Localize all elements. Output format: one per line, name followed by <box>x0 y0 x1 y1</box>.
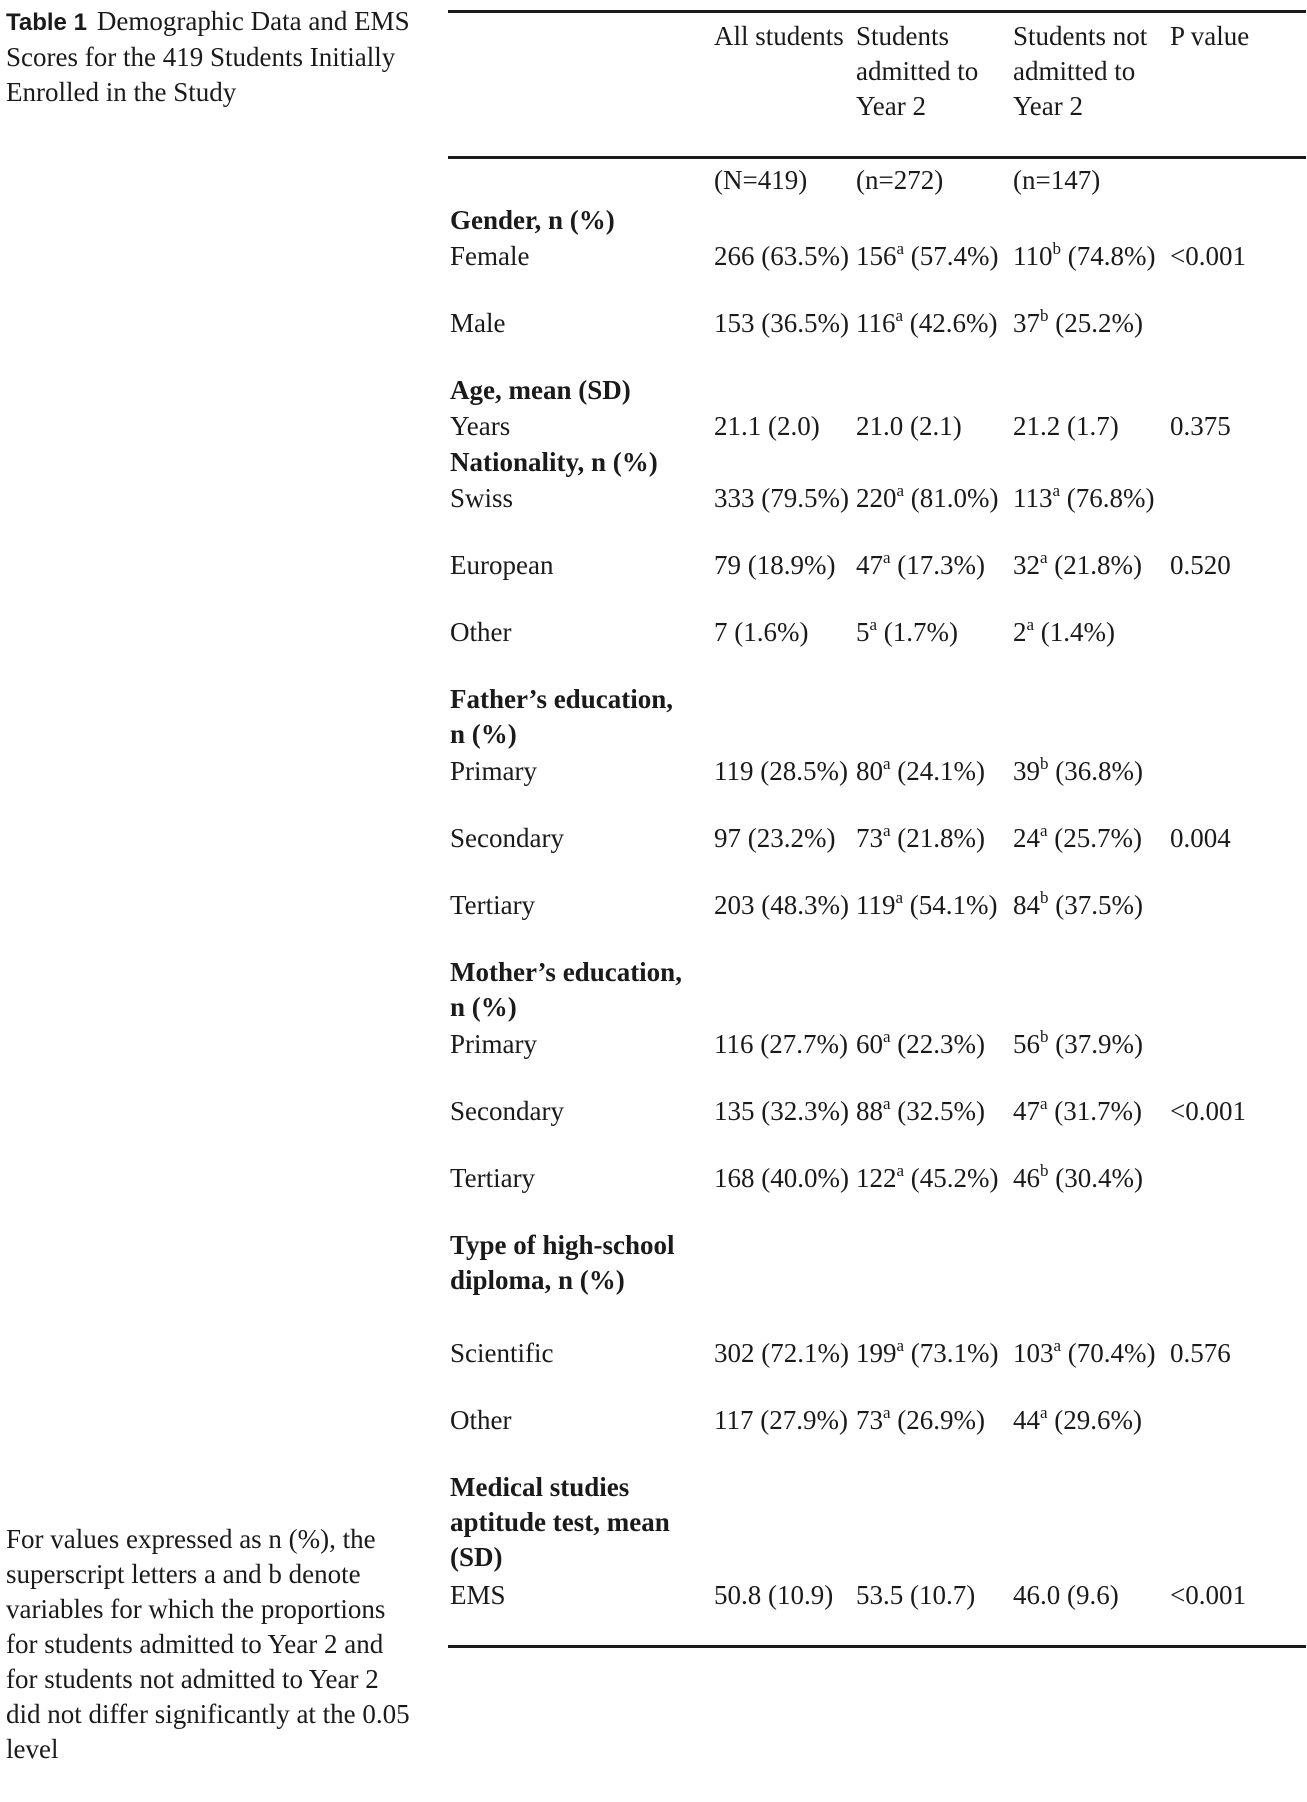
superscript: b <box>1040 306 1049 325</box>
value: 47 <box>1013 1096 1040 1126</box>
cell-admitted <box>856 481 1011 516</box>
value: 39 <box>1013 756 1040 786</box>
value: 47 <box>856 550 883 580</box>
value: 53.5 (10.7) <box>856 1580 976 1610</box>
cell-admitted <box>856 1336 1011 1371</box>
bottom-rule <box>448 1645 1306 1648</box>
cell-not-admitted <box>1013 615 1168 650</box>
superscript: a <box>1040 1403 1048 1422</box>
percent: (37.5%) <box>1055 890 1143 920</box>
percent: (32.5%) <box>897 1096 986 1126</box>
percent: (57.4%) <box>910 241 999 271</box>
percent: (74.8%) <box>1067 241 1156 271</box>
row-label: Secondary <box>450 1096 564 1126</box>
cell-p-value: 0.375 <box>1170 411 1231 441</box>
cell-admitted <box>856 754 1011 789</box>
superscript: a <box>896 1336 905 1355</box>
percent: (17.3%) <box>897 550 986 580</box>
percent: (31.7%) <box>1054 1096 1143 1126</box>
cell-all: 119 (28.5%) <box>714 756 848 786</box>
superscript: b <box>1040 888 1049 907</box>
cell-not-admitted <box>1013 548 1168 583</box>
cell-admitted <box>856 615 1011 650</box>
value: 56 <box>1013 1029 1040 1059</box>
table-footnote: For values expressed as n (%), the superscript letters a and b denote variables for which the proportions for students admitted to Year 2 and for students not admitted to Year 2 did not differ significantly at the 0.05 level <box>6 1524 410 1764</box>
cell-all: 203 (48.3%) <box>714 890 849 920</box>
value: 44 <box>1013 1405 1040 1435</box>
demographics-table <box>448 10 1306 1648</box>
row-label: Primary <box>450 1029 537 1059</box>
value: 220 <box>856 483 897 513</box>
superscript: b <box>1040 754 1049 773</box>
row-label: Tertiary <box>450 890 536 920</box>
section-label: Age, mean (SD) <box>450 375 631 405</box>
table-row <box>448 548 1306 615</box>
percent: (25.2%) <box>1055 308 1143 338</box>
table-title: Demographic Data and EMS Scores for the 419 Students Initially Enrolled in the Study <box>6 6 410 107</box>
cell-all: 50.8 (10.9) <box>714 1580 834 1610</box>
superscript: a <box>1026 615 1035 634</box>
section-label: Gender, n (%) <box>450 205 615 235</box>
cell-admitted <box>856 306 1011 341</box>
superscript: b <box>1040 1161 1049 1180</box>
value: 73 <box>856 1405 883 1435</box>
value: 199 <box>856 1338 897 1368</box>
value: 46 <box>1013 1163 1040 1193</box>
cell-all: 333 (79.5%) <box>714 483 849 513</box>
table-row <box>448 1027 1306 1094</box>
value: 21.0 (2.1) <box>856 411 962 441</box>
value: 119 <box>856 890 896 920</box>
row-label: Scientific <box>450 1338 554 1368</box>
value: 103 <box>1013 1338 1054 1368</box>
value: 37 <box>1013 308 1040 338</box>
cell-not-admitted <box>1013 409 1168 444</box>
cell-not-admitted <box>1013 821 1168 856</box>
value: 156 <box>856 241 897 271</box>
header-not-admitted: Students not admitted to Year 2 <box>1013 21 1148 121</box>
percent: (81.0%) <box>910 483 999 513</box>
value: 24 <box>1013 823 1040 853</box>
superscript: a <box>1053 1336 1062 1355</box>
row-label: Tertiary <box>450 1163 536 1193</box>
cell-all: 7 (1.6%) <box>714 617 809 647</box>
section-label: Medical studies aptitude test, mean (SD) <box>450 1472 670 1572</box>
cell-not-admitted <box>1013 1094 1168 1129</box>
cell-all: 302 (72.1%) <box>714 1338 849 1368</box>
cell-admitted <box>856 1403 1011 1438</box>
superscript: a <box>1040 821 1048 840</box>
cell-all: 21.1 (2.0) <box>714 411 820 441</box>
percent: (21.8%) <box>897 823 986 853</box>
superscript: b <box>1040 1027 1049 1046</box>
value: 113 <box>1013 483 1053 513</box>
superscript: a <box>895 306 904 325</box>
percent: (1.4%) <box>1040 617 1116 647</box>
cell-not-admitted <box>1013 306 1168 341</box>
cell-admitted <box>856 821 1011 856</box>
table-row <box>448 1161 1306 1228</box>
cell-not-admitted <box>1013 481 1168 516</box>
cell-not-admitted <box>1013 1403 1168 1438</box>
row-label: Other <box>450 1405 512 1435</box>
section-row <box>448 1228 1306 1336</box>
percent: (70.4%) <box>1067 1338 1156 1368</box>
header-rule <box>448 156 1306 159</box>
superscript: a <box>883 548 891 567</box>
cell-not-admitted <box>1013 1578 1168 1613</box>
count-all: (N=419) <box>714 165 808 195</box>
cell-not-admitted <box>1013 239 1168 274</box>
cell-admitted <box>856 1094 1011 1129</box>
value: 84 <box>1013 890 1040 920</box>
superscript: a <box>896 1161 905 1180</box>
percent: (1.7%) <box>883 617 959 647</box>
superscript: a <box>869 615 878 634</box>
section-row <box>448 682 1306 754</box>
section-row <box>448 203 1306 239</box>
table-row <box>448 239 1306 306</box>
cell-p-value: 0.004 <box>1170 823 1231 853</box>
cell-admitted <box>856 1578 1011 1613</box>
percent: (21.8%) <box>1054 550 1143 580</box>
row-label: Other <box>450 617 512 647</box>
percent: (45.2%) <box>910 1163 999 1193</box>
section-label: Father’s education, n (%) <box>450 684 673 749</box>
cell-p-value: <0.001 <box>1170 241 1246 271</box>
superscript: a <box>1052 481 1061 500</box>
superscript: a <box>883 1027 891 1046</box>
cell-not-admitted <box>1013 1161 1168 1196</box>
cell-p-value: <0.001 <box>1170 1580 1246 1610</box>
value: 21.2 (1.7) <box>1013 411 1119 441</box>
cell-p-value: 0.520 <box>1170 550 1231 580</box>
section-row <box>448 373 1306 409</box>
cell-admitted <box>856 1161 1011 1196</box>
section-row <box>448 1470 1306 1578</box>
value: 110 <box>1013 241 1053 271</box>
cell-p-value: <0.001 <box>1170 1096 1246 1126</box>
cell-all: 153 (36.5%) <box>714 308 849 338</box>
value: 46.0 (9.6) <box>1013 1580 1119 1610</box>
percent: (36.8%) <box>1055 756 1143 786</box>
header-p-value: P value <box>1170 21 1250 51</box>
table-row <box>448 409 1306 445</box>
cell-not-admitted <box>1013 888 1168 923</box>
cell-all: 266 (63.5%) <box>714 241 849 271</box>
section-label: Nationality, n (%) <box>450 447 658 477</box>
row-label: European <box>450 550 554 580</box>
cell-admitted <box>856 239 1011 274</box>
table-row <box>448 1094 1306 1161</box>
table-row <box>448 1403 1306 1470</box>
value: 122 <box>856 1163 897 1193</box>
table-body <box>448 163 1306 1645</box>
percent: (73.1%) <box>910 1338 999 1368</box>
value: 2 <box>1013 617 1027 647</box>
cell-all: 79 (18.9%) <box>714 550 836 580</box>
counts-row <box>448 163 1306 203</box>
row-label: EMS <box>450 1580 506 1610</box>
table-row <box>448 306 1306 373</box>
superscript: a <box>1040 548 1048 567</box>
cell-all: 117 (27.9%) <box>714 1405 848 1435</box>
percent: (22.3%) <box>897 1029 986 1059</box>
superscript: a <box>883 1094 891 1113</box>
row-label: Male <box>450 308 506 338</box>
percent: (29.6%) <box>1054 1405 1143 1435</box>
value: 116 <box>856 308 896 338</box>
count-not-admitted: (n=147) <box>1013 165 1101 195</box>
cell-all: 97 (23.2%) <box>714 823 836 853</box>
header-admitted: Students admitted to Year 2 <box>856 21 979 121</box>
superscript: a <box>896 239 905 258</box>
percent: (37.9%) <box>1055 1029 1143 1059</box>
table-row <box>448 821 1306 888</box>
percent: (76.8%) <box>1066 483 1155 513</box>
cell-p-value: 0.576 <box>1170 1338 1231 1368</box>
percent: (24.1%) <box>897 756 986 786</box>
percent: (54.1%) <box>909 890 998 920</box>
cell-all: 168 (40.0%) <box>714 1163 849 1193</box>
superscript: a <box>883 1403 891 1422</box>
superscript: a <box>896 481 905 500</box>
percent: (25.7%) <box>1054 823 1143 853</box>
superscript: a <box>883 754 891 773</box>
superscript: a <box>1040 1094 1048 1113</box>
cell-admitted <box>856 888 1011 923</box>
value: 88 <box>856 1096 883 1126</box>
value: 60 <box>856 1029 883 1059</box>
superscript: a <box>883 821 891 840</box>
value: 5 <box>856 617 870 647</box>
cell-all: 135 (32.3%) <box>714 1096 849 1126</box>
table-row <box>448 481 1306 548</box>
row-label: Swiss <box>450 483 514 513</box>
header-all-students: All students <box>714 21 844 51</box>
percent: (42.6%) <box>909 308 998 338</box>
row-label: Secondary <box>450 823 564 853</box>
table-header <box>448 13 1306 156</box>
value: 73 <box>856 823 883 853</box>
row-label: Female <box>450 241 530 271</box>
table-row <box>448 888 1306 955</box>
table-row <box>448 754 1306 821</box>
row-label: Primary <box>450 756 537 786</box>
section-row <box>448 445 1306 481</box>
cell-all: 116 (27.7%) <box>714 1029 848 1059</box>
cell-admitted <box>856 548 1011 583</box>
cell-not-admitted <box>1013 1336 1168 1371</box>
cell-admitted <box>856 409 1011 444</box>
table-caption <box>6 4 426 110</box>
count-admitted: (n=272) <box>856 165 944 195</box>
table-row <box>448 1336 1306 1403</box>
value: 32 <box>1013 550 1040 580</box>
table-row <box>448 1578 1306 1645</box>
table-label: Table 1 <box>6 9 87 36</box>
cell-not-admitted <box>1013 754 1168 789</box>
row-label: Years <box>450 411 511 441</box>
section-row <box>448 955 1306 1027</box>
superscript: a <box>895 888 904 907</box>
cell-not-admitted <box>1013 1027 1168 1062</box>
cell-admitted <box>856 1027 1011 1062</box>
percent: (26.9%) <box>897 1405 986 1435</box>
section-label: Type of high-school diploma, n (%) <box>450 1230 675 1295</box>
section-label: Mother’s education, n (%) <box>450 957 682 1022</box>
percent: (30.4%) <box>1055 1163 1143 1193</box>
table-row <box>448 615 1306 682</box>
superscript: b <box>1052 239 1061 258</box>
value: 80 <box>856 756 883 786</box>
